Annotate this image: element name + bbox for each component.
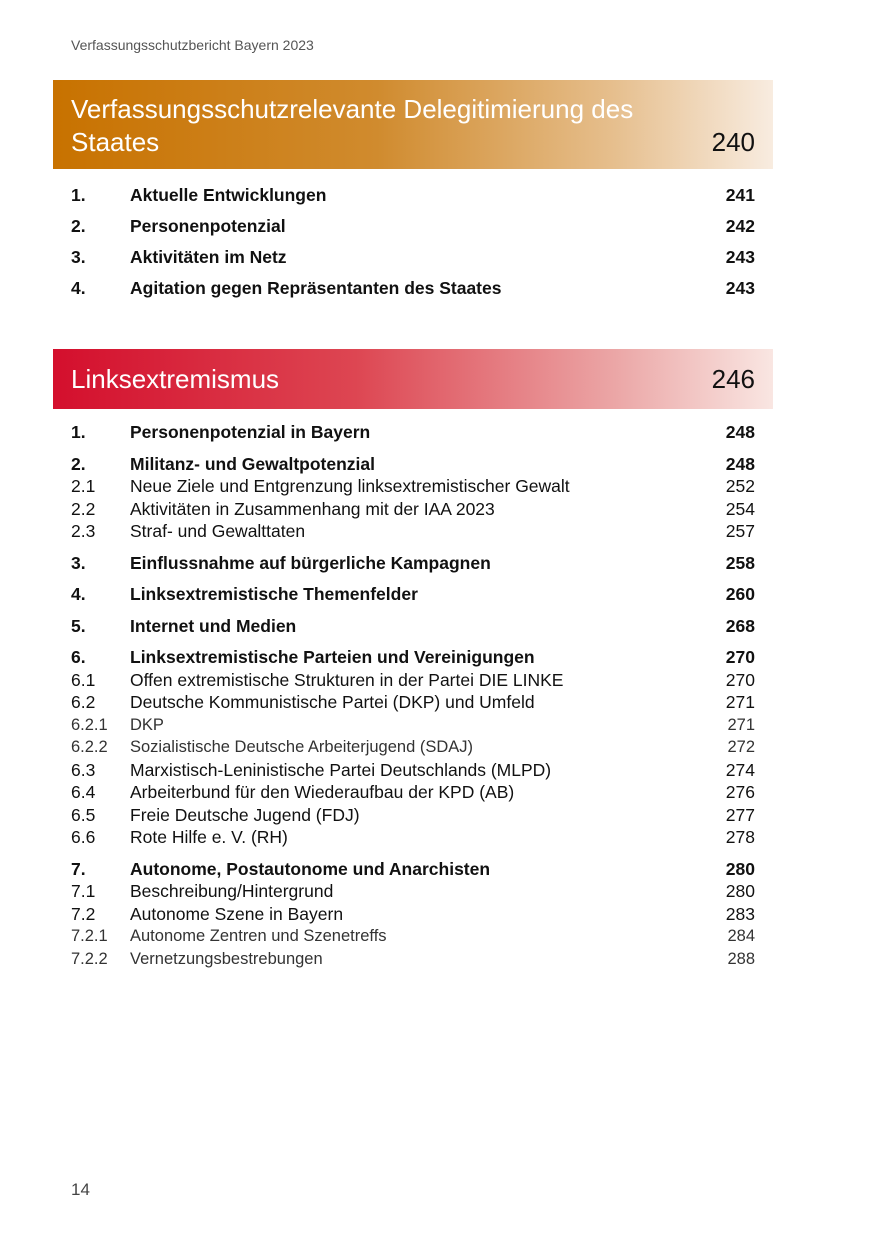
toc-entry-title: Linksextremistische Parteien und Vereinigungen xyxy=(130,647,535,667)
section-header-delegitimierung[interactable] xyxy=(53,80,773,169)
toc-entry-page: 288 xyxy=(727,949,755,968)
toc-entry-num: 7. xyxy=(71,858,86,879)
section-title: Verfassungsschutzrelevante Delegitimierung des Staates xyxy=(71,94,634,157)
toc-entry-title: Marxistisch-Leninistische Partei Deutschlands (MLPD) xyxy=(130,759,552,780)
toc-entry-title: Rote Hilfe e. V. (RH) xyxy=(130,827,288,847)
toc-entry-page: 271 xyxy=(725,692,755,712)
toc-entry-page: 276 xyxy=(725,782,755,802)
toc-entry-title: Einflussnahme auf bürgerliche Kampagnen xyxy=(130,552,491,573)
toc-entry-page: 278 xyxy=(725,827,755,847)
toc-entry-title: DKP xyxy=(130,715,164,734)
toc-entry-num: 6.2.1 xyxy=(71,715,108,734)
toc-entry-num: 6.2 xyxy=(71,692,96,712)
section-header-linksextremismus[interactable] xyxy=(53,349,773,409)
toc-entry-num: 2.2 xyxy=(71,498,96,519)
toc-entry-page: 248 xyxy=(725,453,755,474)
toc-entry-page: 284 xyxy=(727,927,755,945)
toc-entry-num: 7.2 xyxy=(71,903,96,924)
toc-entry-page: 242 xyxy=(725,216,755,236)
toc-entry[interactable] xyxy=(71,475,755,498)
toc-entry[interactable] xyxy=(71,925,755,948)
page-number: 14 xyxy=(71,1180,90,1199)
toc-entry-num: 6.2.2 xyxy=(71,738,108,756)
toc-entry-page: 270 xyxy=(725,647,755,667)
toc-entry-page: 257 xyxy=(725,521,755,541)
toc-entry-title: Deutsche Kommunistische Partei (DKP) und Umfeld xyxy=(130,692,535,712)
toc-entry-num: 4. xyxy=(71,584,86,604)
toc-entry-title: Neue Ziele und Entgrenzung linksextremistischer Gewalt xyxy=(130,476,570,496)
toc-entry[interactable] xyxy=(71,520,755,543)
toc-entry-page: 243 xyxy=(725,247,755,267)
toc-entry-title: Sozialistische Deutsche Arbeiterjugend (SDAJ) xyxy=(130,738,473,756)
toc-entry-num: 3. xyxy=(71,552,86,573)
toc-entry-page: 274 xyxy=(725,759,755,780)
toc-entry-title: Personenpotenzial in Bayern xyxy=(130,422,371,442)
toc-entry-page: 258 xyxy=(725,552,755,573)
toc-entry-num: 2. xyxy=(71,453,86,474)
toc-entry[interactable] xyxy=(71,781,755,804)
section-page-number: 240 xyxy=(711,127,755,157)
toc-entry-page: 271 xyxy=(727,715,755,734)
toc-entry-num: 3. xyxy=(71,247,86,267)
toc-entry[interactable] xyxy=(71,736,755,759)
toc-entry-page: 243 xyxy=(725,278,755,298)
toc-entry[interactable] xyxy=(71,245,755,276)
toc-entry-num: 4. xyxy=(71,278,86,298)
toc-entry-num: 6.3 xyxy=(71,759,96,780)
toc-entry[interactable] xyxy=(71,826,755,849)
toc-entry-num: 2.1 xyxy=(71,476,96,496)
toc-entry-title: Vernetzungsbestrebungen xyxy=(130,949,323,968)
toc-entry[interactable] xyxy=(71,759,755,782)
toc-entry[interactable] xyxy=(71,880,755,903)
toc-entry-page: 268 xyxy=(725,615,755,636)
toc-entry-title: Aktivitäten im Netz xyxy=(130,247,287,267)
toc-entry-num: 1. xyxy=(71,185,86,205)
toc-entry[interactable] xyxy=(71,214,755,245)
toc-entry-num: 2.3 xyxy=(71,521,96,541)
toc-entry-page: 248 xyxy=(725,422,755,442)
running-head: Verfassungsschutzbericht Bayern 2023 xyxy=(71,37,314,53)
toc-entry-title: Freie Deutsche Jugend (FDJ) xyxy=(130,804,360,825)
toc-entry-title: Offen extremistische Strukturen in der Partei DIE LINKE xyxy=(130,669,564,690)
toc-entry-title: Militanz- und Gewaltpotenzial xyxy=(130,453,375,474)
toc-entry-num: 6.1 xyxy=(71,669,96,690)
toc-entry-title: Autonome Zentren und Szenetreffs xyxy=(130,927,387,945)
toc-entry[interactable] xyxy=(71,669,755,692)
toc-entry-num: 6.4 xyxy=(71,782,96,802)
toc-entry-title: Aktuelle Entwicklungen xyxy=(130,185,327,205)
toc-entry-page: 280 xyxy=(725,881,755,901)
toc-entry-title: Straf- und Gewalttaten xyxy=(130,521,306,541)
toc-entry[interactable] xyxy=(71,583,755,606)
toc-entry[interactable] xyxy=(71,453,755,476)
toc-entry-title: Autonome, Postautonome und Anarchisten xyxy=(130,858,491,879)
section-title: Linksextremismus xyxy=(71,364,280,394)
toc-entry-page: 252 xyxy=(725,476,755,496)
toc-entry-page: 280 xyxy=(725,858,755,879)
toc-entry-page: 270 xyxy=(725,669,755,690)
toc-entry-title: Autonome Szene in Bayern xyxy=(130,903,344,924)
toc-entry[interactable] xyxy=(71,646,755,669)
toc-entry-title: Internet und Medien xyxy=(130,615,297,636)
toc-entry-page: 254 xyxy=(725,498,755,519)
toc-entry-num: 5. xyxy=(71,615,86,636)
toc-entry[interactable] xyxy=(71,498,755,521)
toc-entry-num: 6.5 xyxy=(71,804,96,825)
section-page-number: 246 xyxy=(711,364,755,394)
toc-entry[interactable] xyxy=(71,183,755,214)
toc-entry[interactable] xyxy=(71,276,755,307)
toc-entry-num: 6. xyxy=(71,647,86,667)
toc-entry-title: Arbeiterbund für den Wiederaufbau der KPD (AB) xyxy=(130,782,515,802)
toc-entry-title: Beschreibung/Hintergrund xyxy=(130,881,334,901)
toc-entry-page: 277 xyxy=(725,804,755,825)
toc-entry-title: Aktivitäten in Zusammenhang mit der IAA 2023 xyxy=(130,498,495,519)
toc-entry-title: Agitation gegen Repräsentanten des Staates xyxy=(130,278,502,298)
toc-entry[interactable] xyxy=(71,691,755,714)
toc-entry[interactable] xyxy=(71,552,755,575)
toc-entry[interactable] xyxy=(71,615,755,638)
toc-entry-num: 7.2.2 xyxy=(71,949,108,968)
toc-entry-num: 6.6 xyxy=(71,827,96,847)
toc-entry[interactable] xyxy=(71,903,755,926)
toc-entry-page: 241 xyxy=(725,185,755,205)
toc-entry-num: 7.1 xyxy=(71,881,96,901)
toc-entry-page: 260 xyxy=(725,584,755,604)
toc-list-delegitimierung xyxy=(71,183,755,307)
toc-list-linksextremismus xyxy=(71,421,755,970)
toc-entry-page: 272 xyxy=(727,738,755,756)
toc-entry-title: Personenpotenzial xyxy=(130,216,286,236)
toc-entry[interactable] xyxy=(71,858,755,881)
toc-entry-title: Linksextremistische Themenfelder xyxy=(130,584,418,604)
toc-entry[interactable] xyxy=(71,421,755,444)
toc-entry-num: 7.2.1 xyxy=(71,927,108,945)
toc-entry[interactable] xyxy=(71,948,755,971)
toc-entry[interactable] xyxy=(71,804,755,827)
toc-entry[interactable] xyxy=(71,714,755,737)
toc-entry-page: 283 xyxy=(725,903,755,924)
toc-entry-num: 2. xyxy=(71,216,86,236)
toc-entry-num: 1. xyxy=(71,422,86,442)
